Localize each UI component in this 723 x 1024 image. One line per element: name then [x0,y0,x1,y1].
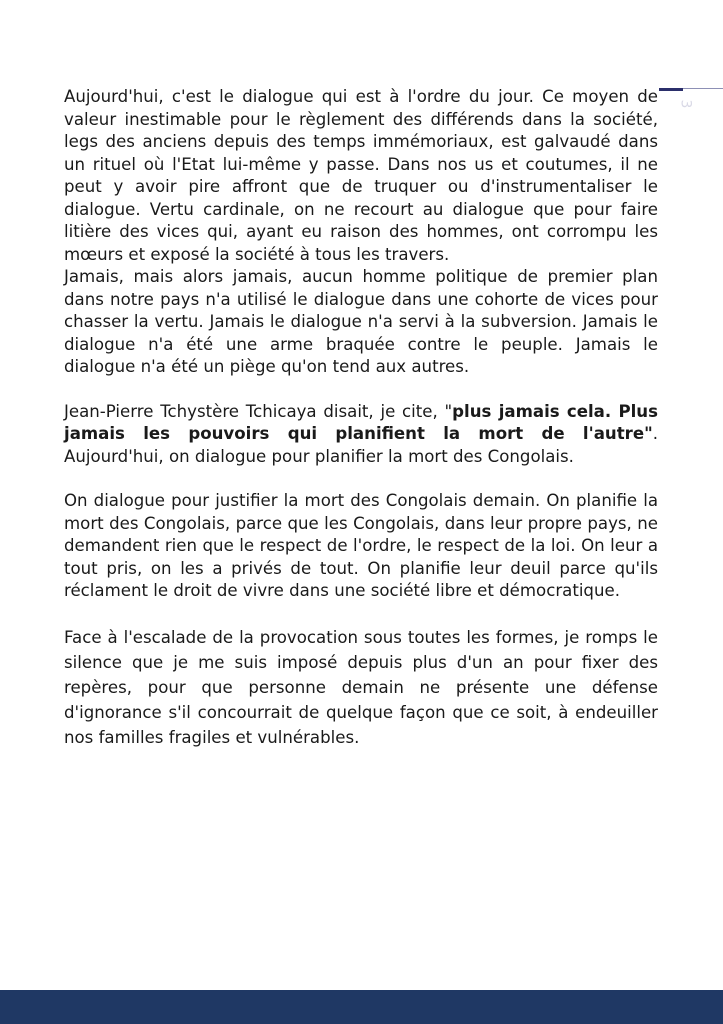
paragraph-5: Face à l'escalade de la provocation sous toutes les formes, je romps le silence que je me suis imposé depuis plus d'un an pour fixer des repères, pour que personne demain ne présente une défense d'ignorance s'il concourrait de quelque façon que ce soit, à endeuiller nos familles fragiles et vulnérables. [64,627,658,747]
paragraph-4: On dialogue pour justifier la mort des Congolais demain. On planifie la mort des Congolais, parce que les Congolais, dans leur propre pays, ne demandent rien que le respect de l'ordre, le respect de la loi. On leur a tout pris, on les a privés de tout. On planifie leur deuil parce qu'ils réclament le droit de vivre dans une société libre et démocratique. [64,491,658,600]
quote-intro: Jean-Pierre Tchystère Tchicaya disait, je cite, " [64,401,453,421]
quote-outro: . Aujourd'hui, on dialogue pour planifier la mort des Congolais. [64,424,658,466]
footer-bar [0,990,723,1024]
quote-bold-1: plus jamais cela [452,401,605,421]
paragraph-2: Jamais, mais alors jamais, aucun homme politique de premier plan dans notre pays n'a utilisé le dialogue dans une cohorte de vices pour chasser la vertu. Jamais le dialogue n'a servi à la subversion. Jamais le dialogue n'a été une arme braquée contre le peuple. Jamais le dialogue n'a été un piège qu'on tend aux autres. [64,267,658,376]
body-text [64,86,658,772]
header-accent-line [659,88,683,91]
paragraph-3 [64,401,658,469]
paragraph-1: Aujourd'hui, c'est le dialogue qui est à l'ordre du jour. Ce moyen de valeur inestimable pour le règlement des différends dans la société, legs des anciens depuis des temps immémoriaux, est galvaudé dans un rituel où l'Etat lui-même y passe. Dans nos us et coutumes, il ne peut y avoir pire affront que de truquer ou d'instrumentaliser le dialogue. Vertu cardinale, on ne recourt au dialogue que pour faire litière des vices qui, ayant eu raison des hommes, ont corrompu les mœurs et exposé la société à tous les travers. [64,87,658,264]
header-rule-line [683,88,723,89]
quote-separator: . [604,401,619,421]
page-number: 3 [677,99,694,109]
quote-bold-2: Plus jamais les pouvoirs qui planifient la mort de l'autre" [64,401,658,443]
